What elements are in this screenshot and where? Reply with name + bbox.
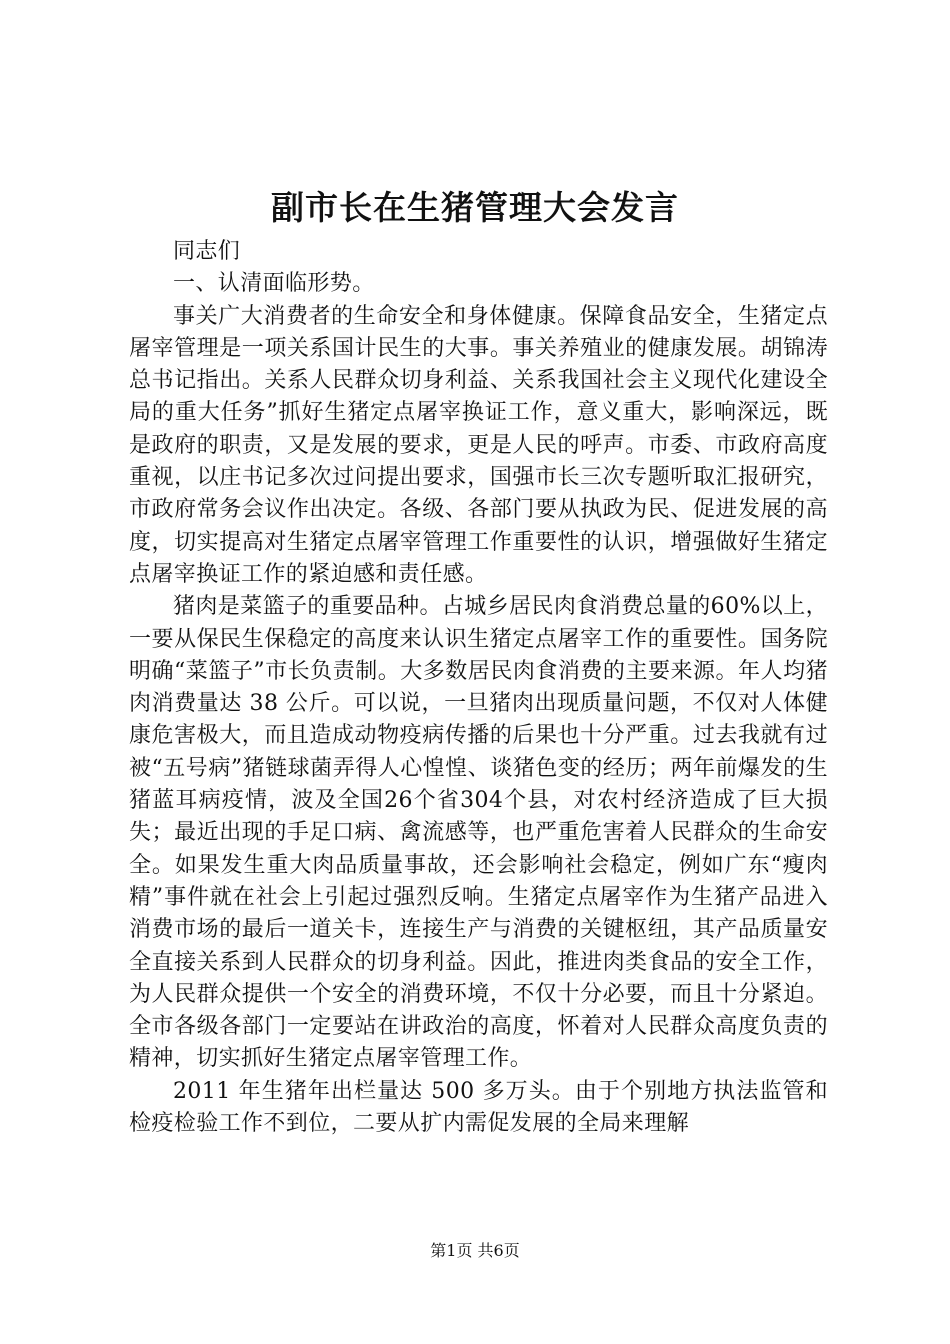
document-body: [129, 236, 828, 1140]
salutation: 同志们: [173, 239, 241, 264]
paragraph: 事关广大消费者的生命安全和身体健康。保障食品安全，生猪定点屠宰管理是一项关系国计民生的大事。事关养殖业的健康发展。胡锦涛总书记指出。关系人民群众切身利益、关系我国社会主义现代化建设全局的重大任务”抓好生猪定点屠宰换证工作，意义重大，影响深远，既是政府的职责，又是发展的要求，更是人民的呼声。市委、市政府高度重视，以庄书记多次过问提出要求，国强市长三次专题听取汇报研究，市政府常务会议作出决定。各级、各部门要从执政为民、促进发展的高度，切实提高对生猪定点屠宰管理工作重要性的认识，增强做好生猪定点屠宰换证工作的紧迫感和责任感。: [129, 303, 828, 587]
page-number-footer: 第1页 共6页: [430, 1241, 520, 1260]
paragraph: 猪肉是菜篮子的重要品种。占城乡居民肉食消费总量的60%以上，一要从保民生保稳定的高度来认识生猪定点屠宰工作的重要性。国务院明确“菜篮子”市长负责制。大多数居民肉食消费的主要来源。年人均猪肉消费量达 38 公斤。可以说，一旦猪肉出现质量问题，不仅对人体健康危害极大，而且造成动物疫病传播的后果也十分严重。过去我就有过被“五号病”猪链球菌弄得人心惶惶、谈猪色变的经历；两年前爆发的生猪蓝耳病疫情，波及全国26个省304个县，对农村经济造成了巨大损失；最近出现的手足口病、禽流感等，也严重危害着人民群众的生命安全。如果发生重大肉品质量事故，还会影响社会稳定，例如广东“瘦肉精”事件就在社会上引起过强烈反响。生猪定点屠宰作为生猪产品进入消费市场的最后一道关卡，连接生产与消费的关键枢纽，其产品质量安全直接关系到人民群众的切身利益。因此，推进肉类食品的安全工作，为人民群众提供一个安全的消费环境，不仅十分必要，而且十分紧迫。全市各级各部门一定要站在讲政治的高度，怀着对人民群众高度负责的精神，切实抓好生猪定点屠宰管理工作。: [129, 594, 828, 1072]
document-title: 副市长在生猪管理大会发言: [271, 188, 679, 227]
section-heading: 一、认清面临形势。: [173, 271, 375, 297]
paragraph: 2011 年生猪年出栏量达 500 多万头。由于个别地方执法监管和检疫检验工作不到位，二要从扩内需促发展的全局来理解: [129, 1078, 828, 1137]
